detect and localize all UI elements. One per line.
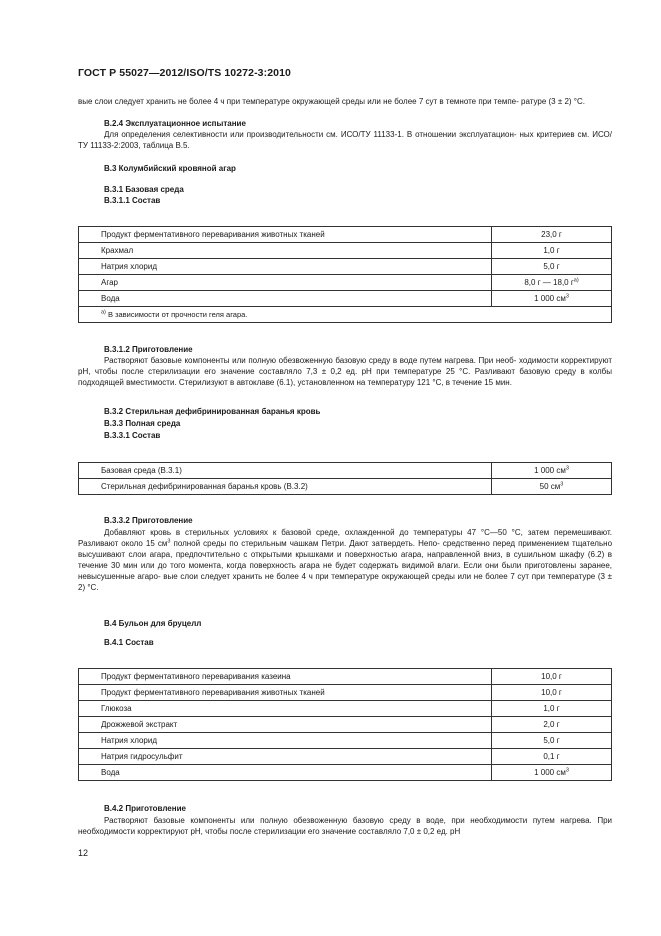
heading-b3: В.3 Колумбийский кровяной агар (104, 164, 236, 173)
heading-b32: В.3.2 Стерильная дефибринированная баранья кровь (104, 407, 321, 416)
table-cell-name: Продукт ферментативного переваривания животных тканей (79, 685, 492, 701)
table-row (79, 717, 612, 733)
document-header: ГОСТ Р 55027—2012/ISO/TS 10272-3:2010 (78, 67, 291, 79)
footnote-mark: a) (101, 309, 106, 316)
paragraph-b42: Растворяют базовые компоненты или полную обезвоженную базовую среду в воде, при необходимости путем нагрева. При необходимости корректируют рН, чтобы после стерилизации его значение составляло 7,0 ± 0,2 ед. рН (78, 816, 612, 836)
table-cell-value: 0,1 г (492, 749, 612, 765)
superscript: 3 (565, 465, 569, 472)
table-row (79, 243, 612, 259)
table-cell-value (492, 463, 612, 479)
paragraph-continuation: вые слои следует хранить не более 4 ч при температуре окружающей среды или не более 7 сут в темноте при темпе- ратуре (3 ± 2) °С. (78, 97, 585, 106)
value-text: 1 000 см (534, 294, 566, 303)
page-number: 12 (78, 848, 89, 858)
table-cell-name: Продукт ферментативного переваривания казеина (79, 669, 492, 685)
paragraph-b24: Для определения селективности или производительности см. ИСО/ТУ 11133-1. В отношении эксплуатацион- ных критериев см. ИСО/ТУ 11133-2:2003, таблица В.5. (78, 130, 612, 150)
table-cell-name: Крахмал (79, 243, 492, 259)
heading-b41: В.4.1 Состав (104, 638, 154, 647)
table-cell-name: Натрия хлорид (79, 733, 492, 749)
superscript: 3 (565, 767, 569, 774)
value-text: 1 000 см (534, 768, 566, 777)
composition-table-b331 (78, 462, 612, 495)
value-text: 8,0 г — 18,0 г (524, 278, 574, 287)
table-row (79, 701, 612, 717)
heading-b33: В.3.3 Полная среда (104, 419, 181, 428)
value-text: 50 см (539, 482, 561, 491)
table-cell-name: Дрожжевой экстракт (79, 717, 492, 733)
table-cell-name: Глюкоза (79, 701, 492, 717)
table-cell-name: Стерильная дефибринированная баранья кровь (В.3.2) (79, 479, 492, 495)
table-cell-name: Вода (79, 765, 492, 781)
table-cell-name: Вода (79, 291, 492, 307)
paragraph-part: полной среды по стерильным чашкам Петри. Дают затвердеть. Непо- средственно перед применением тщательно высушивают слои агара, предпочтительно с открытыми крышками и поверхностью агара, направленной вниз, в сушильном шкафу (6.2) в течение 30 мин или до того момента, когда поверхность агара не будет содержать видимой влаги. Если они были приготовлены заранее, невысушенные агаро- вые слои следует хранить не более 4 ч при температуре окружающей среды или не более 7 сут при температуре (3 ± 2) °С. (78, 539, 613, 592)
paragraph-b332 (78, 527, 612, 593)
table-cell-value: 10,0 г (492, 685, 612, 701)
table-row (79, 669, 612, 685)
table-row-note (79, 307, 612, 323)
table-cell-value (492, 479, 612, 495)
superscript: 3 (565, 293, 569, 300)
table-cell-value: 1,0 г (492, 701, 612, 717)
table-row (79, 749, 612, 765)
table-cell-value (492, 765, 612, 781)
table-row (79, 479, 612, 495)
heading-b31: В.3.1 Базовая среда (104, 185, 184, 194)
table-cell-value (492, 275, 612, 291)
footnote-mark: a) (573, 277, 579, 284)
heading-b312: В.3.1.2 Приготовление (104, 345, 193, 354)
table-cell-value: 5,0 г (492, 733, 612, 749)
composition-table-b41 (78, 668, 612, 781)
table-row (79, 259, 612, 275)
table-cell-value (492, 291, 612, 307)
table-cell-name: Базовая среда (В.3.1) (79, 463, 492, 479)
table-row (79, 463, 612, 479)
table-cell-name: Продукт ферментативного переваривания животных тканей (79, 227, 492, 243)
superscript: 3 (167, 538, 171, 545)
composition-table-b311 (78, 226, 612, 323)
heading-b4: В.4 Бульон для бруцелл (104, 619, 202, 628)
paragraph-b312: Растворяют базовые компоненты или полную обезвоженную базовую среду в воде путем нагрева. При необ- ходимости корректируют рН, чтобы после стерилизации его значение составляло 7,3 ± 0,2 ед. рН при температуре 25 °С. Разливают базовую среду в колбы подходящей вместимости. Стерилизуют в автоклаве (6.1), установленном на температуру 121 °С, в течение 15 мин. (78, 356, 612, 387)
heading-b42: В.4.2 Приготовление (104, 804, 186, 813)
value-text: 1 000 см (534, 466, 566, 475)
table-cell-value: 2,0 г (492, 717, 612, 733)
table-cell-value: 5,0 г (492, 259, 612, 275)
footnote-text: В зависимости от прочности геля агара. (107, 310, 248, 319)
table-row (79, 227, 612, 243)
heading-b332: В.3.3.2 Приготовление (104, 516, 193, 525)
paragraph-part: Добавляют кровь в стерильных условиях к базовой среде, охлажденной до температуры 47 °С—50 °С, затем перемешивают. Разливают около 15 см (78, 528, 612, 548)
table-row (79, 685, 612, 701)
table-row (79, 733, 612, 749)
table-row (79, 765, 612, 781)
table-cell-value: 1,0 г (492, 243, 612, 259)
superscript: 3 (560, 481, 564, 488)
heading-b311: В.3.1.1 Состав (104, 196, 161, 205)
table-cell-name: Натрия гидросульфит (79, 749, 492, 765)
table-cell-name: Натрия хлорид (79, 259, 492, 275)
table-row (79, 275, 612, 291)
table-cell-name: Агар (79, 275, 492, 291)
table-footnote (79, 307, 612, 323)
table-cell-value: 23,0 г (492, 227, 612, 243)
heading-b331: В.3.3.1 Состав (104, 431, 161, 440)
heading-b24: В.2.4 Эксплуатационное испытание (104, 119, 246, 128)
table-cell-value: 10,0 г (492, 669, 612, 685)
table-row (79, 291, 612, 307)
